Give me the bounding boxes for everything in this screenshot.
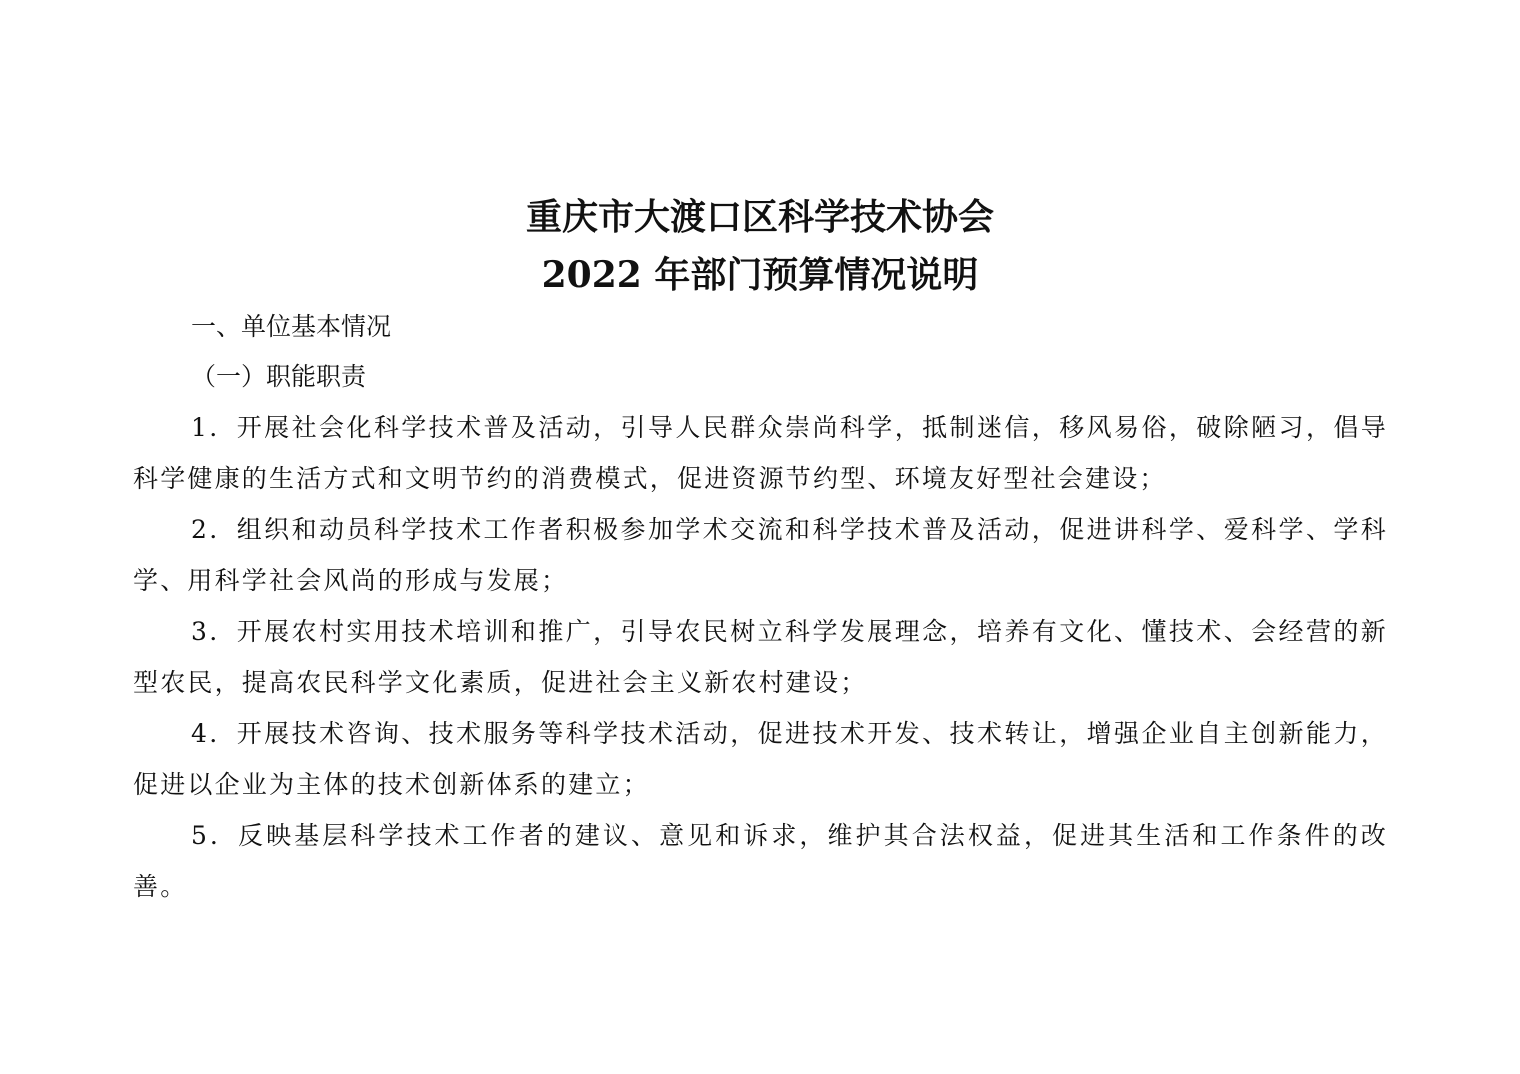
- section-heading: 一、单位基本情况: [191, 312, 392, 341]
- duty-paragraph-3: 3．开展农村实用技术培训和推广，引导农民树立科学发展理念，培养有文化、懂技术、会经营的新型农民，提高农民科学文化素质，促进社会主义新农村建设；: [133, 617, 1388, 697]
- duty-paragraph-4: 4．开展技术咨询、技术服务等科学技术活动，促进技术开发、技术转让，增强企业自主创新能力，促进以企业为主体的技术创新体系的建立；: [133, 719, 1388, 799]
- document-title: [0, 188, 1520, 304]
- duty-paragraph-1: 1．开展社会化科学技术普及活动，引导人民群众崇尚科学，抵制迷信，移风易俗，破除陋习，倡导科学健康的生活方式和文明节约的消费模式，促进资源节约型、环境友好型社会建设；: [133, 413, 1388, 493]
- duty-paragraph-5: 5．反映基层科学技术工作者的建议、意见和诉求，维护其合法权益，促进其生活和工作条件的改善。: [133, 821, 1388, 901]
- duty-paragraph-2: 2．组织和动员科学技术工作者积极参加学术交流和科学技术普及活动，促进讲科学、爱科学、学科学、用科学社会风尚的形成与发展；: [133, 515, 1388, 595]
- document-body: [133, 302, 1388, 912]
- title-report: 2022 年部门预算情况说明: [541, 254, 979, 296]
- title-organization: 重庆市大渡口区科学技术协会: [525, 196, 994, 238]
- subsection-heading: （一）职能职责: [191, 362, 367, 391]
